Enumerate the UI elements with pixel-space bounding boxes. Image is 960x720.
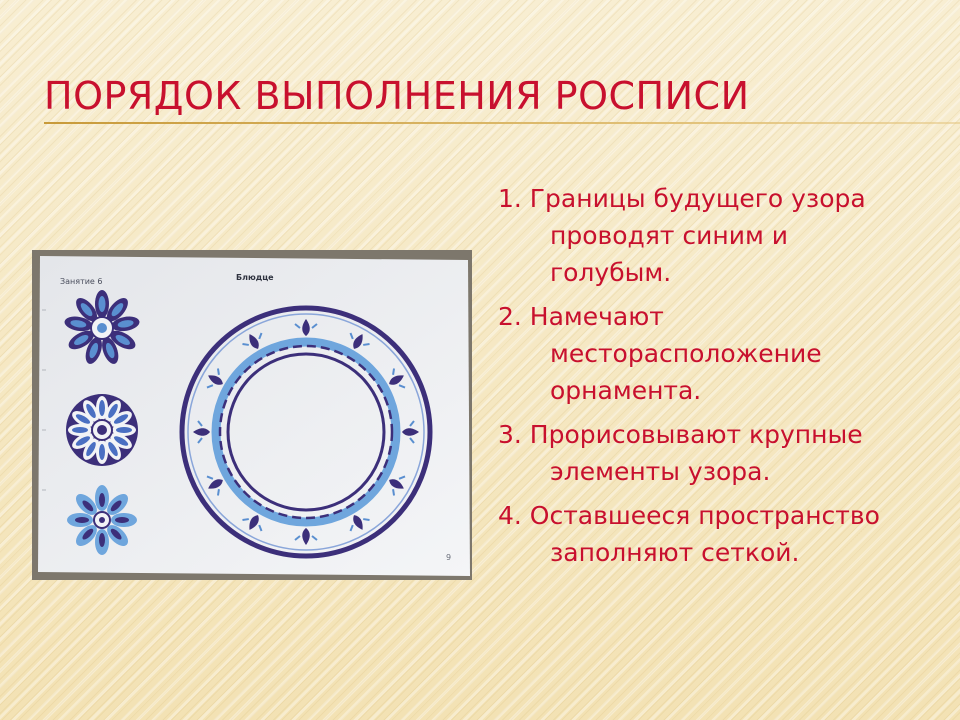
- top-caption: Блюдце: [236, 273, 274, 282]
- title-underline: [44, 122, 960, 124]
- step-line: 3. Прорисовывают крупные: [498, 420, 863, 449]
- step-item: [498, 298, 950, 409]
- step-line: заполняют сеткой.: [550, 538, 800, 567]
- flower-motif-middle: [66, 394, 138, 466]
- step-line: голубым.: [550, 258, 672, 287]
- step-line: 4. Оставшееся пространство: [498, 501, 880, 530]
- step-item: [498, 497, 950, 571]
- painting-steps-list: [498, 180, 950, 578]
- album-photo: [32, 250, 472, 580]
- step-line: проводят синим и: [550, 221, 789, 250]
- step-item: [498, 416, 950, 490]
- step-line: орнамента.: [550, 376, 702, 405]
- step-line: 1. Границы будущего узора: [498, 184, 866, 213]
- page-number: 9: [446, 553, 452, 562]
- slide-title: ПОРЯДОК ВЫПОЛНЕНИЯ РОСПИСИ: [44, 74, 750, 118]
- step-line: 2. Намечают: [498, 302, 664, 331]
- left-caption: Занятие 6: [60, 277, 103, 286]
- step-item: [498, 180, 950, 291]
- step-line: элементы узора.: [550, 457, 771, 486]
- flower-motif-bottom: [67, 485, 137, 555]
- step-line: месторасположение: [550, 339, 822, 368]
